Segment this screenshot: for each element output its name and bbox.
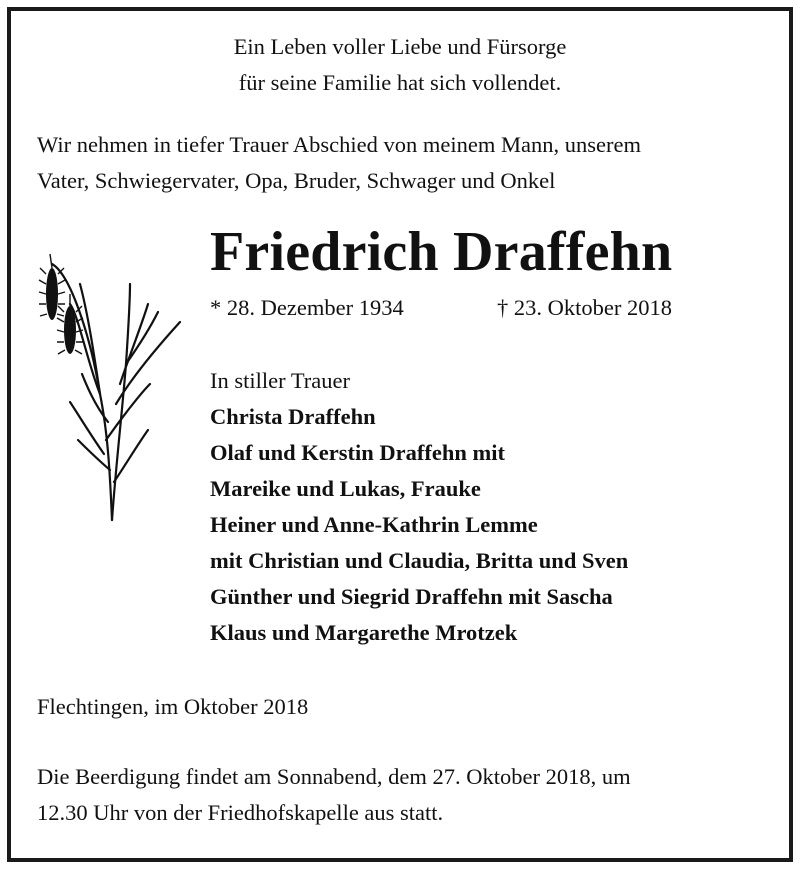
death-date: † 23. Oktober 2018	[497, 295, 672, 320]
mourner-line: Christa Draffehn	[210, 404, 376, 429]
mourner-line: Mareike und Lukas, Frauke	[210, 476, 481, 501]
birth-date: * 28. Dezember 1934	[210, 295, 404, 320]
mourners-heading: In stiller Trauer	[210, 368, 350, 393]
mourner-line: Günther und Siegrid Draffehn mit Sascha	[210, 584, 613, 609]
intro-line-1: Wir nehmen in tiefer Trauer Abschied von meinem Mann, unserem	[37, 132, 641, 157]
place-date: Flechtingen, im Oktober 2018	[37, 694, 309, 719]
mourner-line: mit Christian und Claudia, Britta und Sven	[210, 548, 629, 573]
funeral-line-1: Die Beerdigung findet am Sonnabend, dem 27. Oktober 2018, um	[37, 764, 631, 789]
motto-line-2: für seine Familie hat sich vollendet.	[238, 70, 562, 95]
mourner-line: Heiner und Anne-Kathrin Lemme	[210, 512, 538, 537]
motto-line-1: Ein Leben voller Liebe und Fürsorge	[233, 34, 567, 59]
funeral-line-2: 12.30 Uhr von der Friedhofskapelle aus statt.	[37, 800, 444, 825]
intro-line-2: Vater, Schwiegervater, Opa, Bruder, Schwager und Onkel	[37, 168, 556, 193]
mourner-line: Olaf und Kerstin Draffehn mit	[210, 440, 505, 465]
wheat-icon	[30, 244, 190, 524]
deceased-name: Friedrich Draffehn	[210, 221, 673, 283]
mourner-line: Klaus und Margarethe Mrotzek	[210, 620, 518, 645]
